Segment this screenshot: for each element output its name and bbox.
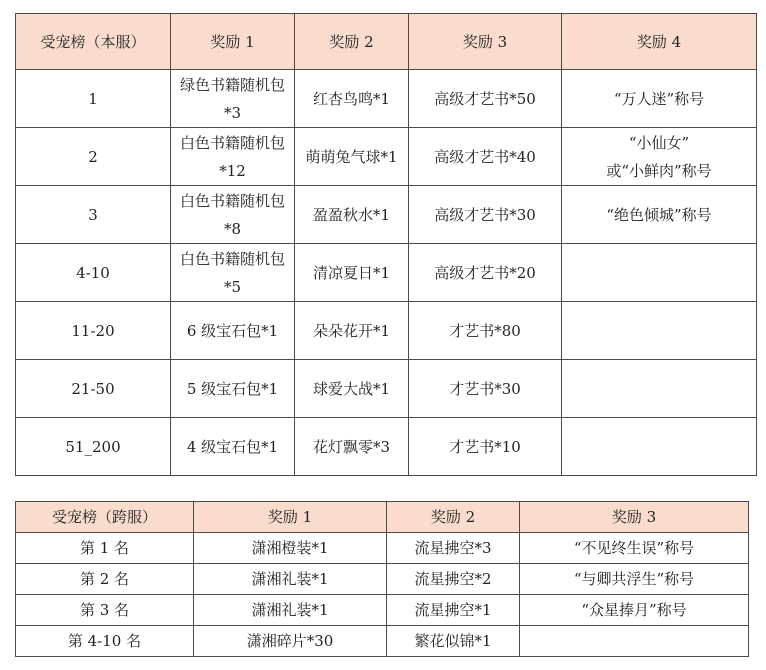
server-rank-rewards-table [15, 13, 757, 476]
rank-cell: 1 [16, 70, 171, 128]
table-row [16, 70, 757, 128]
reward1-line: 绿色书籍随机包 [179, 75, 285, 94]
reward4-line: 或“小鲜肉”称号 [606, 161, 712, 180]
header-cell: 受宠榜（本服） [16, 14, 171, 70]
reward1-cell: 潇湘橙装*1 [194, 533, 387, 564]
reward3-cell: 才艺书*10 [409, 418, 562, 476]
reward1-cell [171, 128, 295, 186]
rank-cell: 第 4-10 名 [16, 626, 194, 657]
rank-cell: 第 1 名 [16, 533, 194, 564]
table-row [16, 128, 757, 186]
table-row [16, 302, 757, 360]
rank-cell: 第 3 名 [16, 595, 194, 626]
table-header-row [16, 14, 757, 70]
rank-cell: 第 2 名 [16, 564, 194, 595]
table-row [16, 186, 757, 244]
rank-cell: 4-10 [16, 244, 171, 302]
reward2-cell: 流星拂空*3 [387, 533, 520, 564]
reward2-cell: 繁花似锦*1 [387, 626, 520, 657]
reward1-line: *12 [219, 161, 246, 180]
rank-cell: 2 [16, 128, 171, 186]
header-cell: 奖励 2 [387, 502, 520, 533]
table-row [16, 533, 749, 564]
reward1-line: *3 [223, 103, 242, 122]
reward4-cell [562, 418, 757, 476]
reward3-cell: 高级才艺书*30 [409, 186, 562, 244]
reward4-cell [562, 360, 757, 418]
reward3-cell: 高级才艺书*20 [409, 244, 562, 302]
reward2-cell: 朵朵花开*1 [295, 302, 409, 360]
reward4-cell: “绝色倾城”称号 [562, 186, 757, 244]
reward3-cell: “众星捧月”称号 [520, 595, 749, 626]
table-row [16, 595, 749, 626]
reward2-cell: 花灯飘零*3 [295, 418, 409, 476]
reward1-cell [171, 70, 295, 128]
reward1-cell: 6 级宝石包*1 [171, 302, 295, 360]
reward2-cell: 流星拂空*1 [387, 595, 520, 626]
reward1-line: *5 [223, 277, 242, 296]
reward4-line: “小仙女” [628, 133, 690, 152]
table-row [16, 360, 757, 418]
reward1-line: 白色书籍随机包 [179, 191, 285, 210]
reward3-cell: 才艺书*30 [409, 360, 562, 418]
reward1-cell: 潇湘碎片*30 [194, 626, 387, 657]
reward2-cell: 清凉夏日*1 [295, 244, 409, 302]
reward1-cell [171, 244, 295, 302]
table-row [16, 626, 749, 657]
header-cell: 奖励 3 [520, 502, 749, 533]
reward1-cell: 潇湘礼装*1 [194, 595, 387, 626]
header-cell: 奖励 3 [409, 14, 562, 70]
cross-server-rank-rewards-table [15, 501, 749, 657]
reward4-cell: “万人迷”称号 [562, 70, 757, 128]
table-row [16, 418, 757, 476]
reward1-cell: 4 级宝石包*1 [171, 418, 295, 476]
rank-cell: 21-50 [16, 360, 171, 418]
reward3-cell: 才艺书*80 [409, 302, 562, 360]
header-cell: 奖励 4 [562, 14, 757, 70]
reward2-cell: 红杏鸟鸣*1 [295, 70, 409, 128]
reward1-line: 白色书籍随机包 [179, 249, 285, 268]
reward4-cell [562, 128, 757, 186]
header-cell: 奖励 2 [295, 14, 409, 70]
reward3-cell: “与卿共浮生”称号 [520, 564, 749, 595]
rank-cell: 3 [16, 186, 171, 244]
header-cell: 受宠榜（跨服） [16, 502, 194, 533]
reward4-cell [562, 244, 757, 302]
table-header-row [16, 502, 749, 533]
reward1-line: 白色书籍随机包 [179, 133, 285, 152]
rank-cell: 11-20 [16, 302, 171, 360]
reward2-cell: 萌萌兔气球*1 [295, 128, 409, 186]
rank-cell: 51_200 [16, 418, 171, 476]
reward3-cell [520, 626, 749, 657]
reward2-cell: 盈盈秋水*1 [295, 186, 409, 244]
reward4-cell [562, 302, 757, 360]
header-cell: 奖励 1 [194, 502, 387, 533]
reward3-cell: 高级才艺书*50 [409, 70, 562, 128]
reward3-cell: “不见终生误”称号 [520, 533, 749, 564]
reward1-cell [171, 186, 295, 244]
table-row [16, 244, 757, 302]
reward1-cell: 5 级宝石包*1 [171, 360, 295, 418]
header-cell: 奖励 1 [171, 14, 295, 70]
reward2-cell: 流星拂空*2 [387, 564, 520, 595]
reward2-cell: 球爱大战*1 [295, 360, 409, 418]
reward1-line: *8 [223, 219, 242, 238]
reward3-cell: 高级才艺书*40 [409, 128, 562, 186]
table-row [16, 564, 749, 595]
reward1-cell: 潇湘礼装*1 [194, 564, 387, 595]
